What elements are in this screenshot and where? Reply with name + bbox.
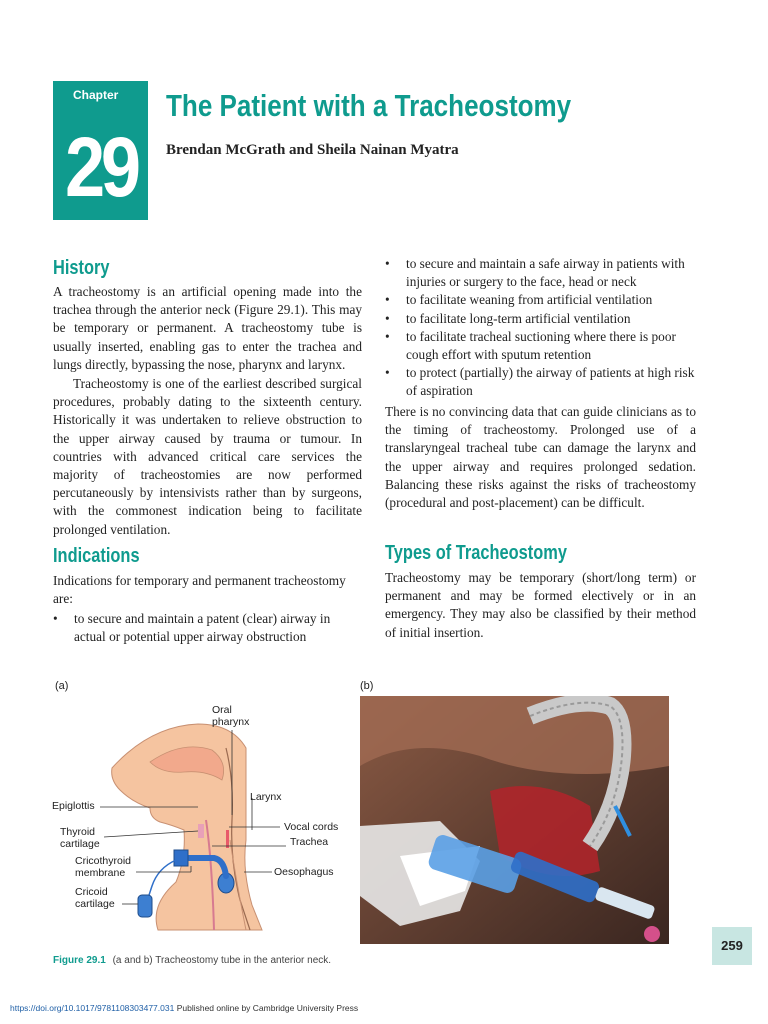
label-epiglottis: Epiglottis <box>52 800 95 812</box>
label-oral-pharynx: Oral pharynx <box>212 704 250 728</box>
indications-heading: Indications <box>53 545 140 567</box>
doi-link[interactable]: https://doi.org/10.1017/9781108303477.031 <box>10 1003 175 1013</box>
chapter-label: Chapter <box>73 88 119 102</box>
list-item: • to secure and maintain a patent (clear) airway in actual or potential upper airway obstruction <box>53 610 362 646</box>
figure-caption-text: (a and b) Tracheostomy tube in the anterior neck. <box>112 955 332 966</box>
label-vocal-cords: Vocal cords <box>284 821 339 833</box>
neck-anatomy-diagram <box>0 690 360 950</box>
thyroid-cartilage-marker <box>198 824 204 838</box>
chapter-number: 29 <box>65 120 137 214</box>
label-cricothyroid-membrane: Cricothyroid membrane <box>75 855 132 879</box>
tube-flange <box>174 850 188 866</box>
indications-intro: Indications for temporary and permanent tracheostomy are: <box>53 573 346 607</box>
photo-illustration <box>360 696 669 944</box>
list-item: • to facilitate tracheal suctioning where there is poor cough effort with sputum retention <box>385 328 696 364</box>
list-item: • to protect (partially) the airway of patients at high risk of aspiration <box>385 364 696 400</box>
label-cricoid-cartilage: Cricoid cartilage <box>75 886 115 910</box>
indications-list-left <box>53 610 362 646</box>
label-trachea: Trachea <box>290 836 329 848</box>
pilot-balloon <box>138 895 152 917</box>
types-paragraph: Tracheostomy may be temporary (short/long term) or permanent and may be formed electively or in an emergency. They may also be classified by their method of initial insertion. <box>385 570 696 640</box>
timing-paragraph: There is no convincing data that can guide clinicians as to the timing of tracheostomy. Prolonged use of a translaryngeal tracheal tube can damage the larynx and the upper airway and requires prolonged sedation. Balancing these risks against the risks of tracheostomy (procedural and post-placement) can be difficult. <box>385 404 696 511</box>
chapter-title: The Patient with a Tracheostomy <box>166 88 572 123</box>
tracheostomy-photo <box>360 696 669 944</box>
chapter-badge <box>53 81 148 220</box>
types-heading: Types of Tracheostomy <box>385 542 567 564</box>
history-paragraph-2: Tracheostomy is one of the earliest described surgical procedures, probably dating to the sixteenth century. Historically it was undertaken to relieve obstruction to the upper airway caused by trauma or tumour. In countries with advanced critical care services the majority of tracheostomies are now performed percutaneously by intensivists rather than by surgeons, with the commonest indication being to facilitate prolonged ventilation. <box>53 376 362 537</box>
figure-caption <box>53 955 331 966</box>
page-number: 259 <box>712 927 752 965</box>
figure-number: Figure 29.1 <box>53 955 106 966</box>
vocal-cords-marker <box>226 830 229 848</box>
label-oesophagus: Oesophagus <box>274 866 334 878</box>
list-item: • to facilitate long-term artificial ventilation <box>385 310 696 328</box>
publisher-note: Published online by Cambridge University Press <box>176 1003 359 1013</box>
panel-a-label: (a) <box>55 680 69 692</box>
history-heading: History <box>53 257 110 279</box>
chapter-authors: Brendan McGrath and Sheila Nainan Myatra <box>166 142 459 158</box>
panel-b-label: (b) <box>360 680 374 692</box>
indications-list-right <box>385 255 696 401</box>
list-item: • to secure and maintain a safe airway in patients with injuries or surgery to the face, head or neck <box>385 255 696 291</box>
label-thyroid-cartilage: Thyroid cartilage <box>60 826 100 850</box>
footer <box>10 1003 358 1013</box>
label-larynx: Larynx <box>250 791 282 803</box>
history-paragraph-1: A tracheostomy is an artificial opening made into the trachea through the anterior neck (Figure 29.1). This may be temporary or permanent. A tracheostomy tube is usually inserted, enabling gas to enter the trachea and lungs directly, bypassing the nose, pharynx and larynx. <box>53 284 362 372</box>
list-item: • to facilitate weaning from artificial ventilation <box>385 291 696 309</box>
